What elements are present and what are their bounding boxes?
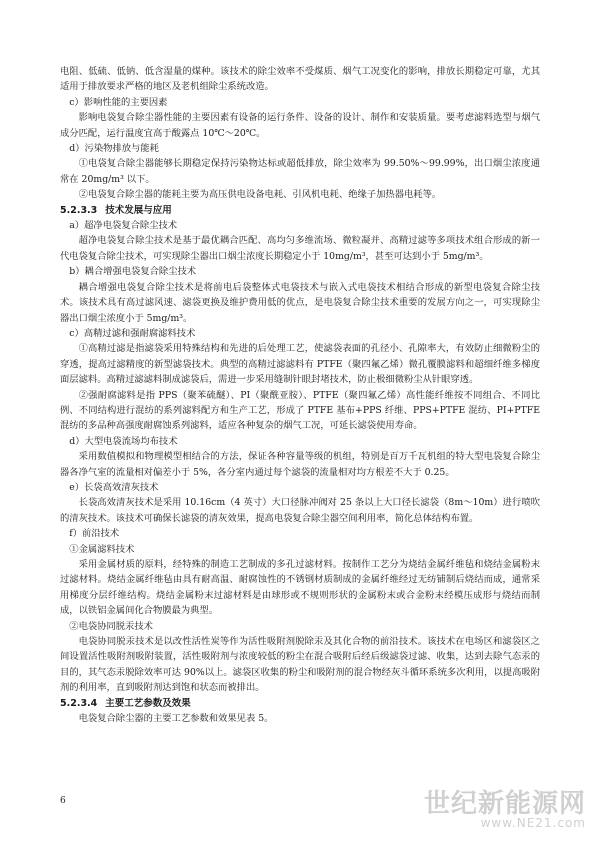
paragraph: ②强耐腐滤料是指 PPS（聚苯硫醚）、PI（聚酰亚胺）、PTFE（聚四氟乙烯）高性能纤维按不同组合、不同比例、不同结构进行混纺的系列滤料配方和生产工艺，形成了 PTFE 基布+PPS 纤维、PPS+PTFE 混纺、PI+PTFE 混纺的多品种高强度耐腐蚀系列滤料，适应各种复杂的烟气工况，可延长滤袋使用寿命。 — [60, 389, 540, 432]
watermark — [424, 783, 586, 830]
subheading: c）高精过滤和强耐腐滤料技术 — [69, 327, 196, 339]
paragraph: 长袋高效清灰技术是采用 10.16cm（4 英寸）大口径脉冲阀对 25 条以上大口径长滤袋（8m～10m）进行喷吹的清灰技术。该技术可确保长滤袋的清灰效果，提高电袋复合除尘器空间利用率，简化总体结构布置。 — [60, 497, 540, 524]
paragraph: 电袋复合除尘器的主要工艺参数和效果见表 5。 — [78, 713, 274, 725]
document-body — [60, 64, 540, 726]
paragraph: 超净电袋复合除尘技术是基于最优耦合匹配、高均匀多维流场、微粒凝并、高精过滤等多项技术组合形成的新一代电袋复合除尘技术，可实现除尘器出口烟尘浓度长期稳定小于 10mg/m³，甚至可达到小于 5mg/m³。 — [60, 235, 540, 262]
paragraph: 电阻、低硫、低钠、低含湿量的煤种。该技术的除尘效率不受煤质、烟气工况变化的影响，排放长期稳定可靠，尤其适用于排放要求严格的地区及老机组除尘系统改造。 — [60, 66, 540, 93]
section-heading — [60, 696, 540, 711]
section-number: 5.2.3.3 — [60, 204, 98, 216]
paragraph: 采用数值模拟和物理模型相结合的方法，保证各种容量等级的机组，特别是百万千瓦机组的特大型电袋复合除尘器各净气室的流量相对偏差小于 5%，各分室内通过每个滤袋的流量相对均方根差不大于 0.25。 — [60, 451, 540, 478]
paragraph: 电袋协同脱汞技术是以改性活性炭等作为活性吸附剂脱除汞及其化合物的前沿技术。该技术在电场区和滤袋区之间设置活性吸附剂吸附装置，活性吸附剂与浓度较低的粉尘在混合吸附后经后级滤袋过滤、收集，达到去除气态汞的目的，其气态汞脱除效率可达 90%以上。滤袋区收集的粉尘和吸附剂的混合物经灰斗循环系统多次利用，以提高吸附剂的利用率，直到吸附剂达到饱和状态而被排出。 — [60, 636, 540, 694]
section-title: 技术发展与应用 — [105, 204, 172, 216]
section-title: 主要工艺参数及效果 — [105, 697, 191, 709]
subheading: ②电袋协同脱汞技术 — [69, 620, 153, 632]
subheading: a）超净电袋复合除尘技术 — [69, 220, 178, 232]
paragraph: ①电袋复合除尘器能够长期稳定保持污染物达标或超低排放，除尘效率为 99.50%～99.99%，出口烟尘浓度通常在 20mg/m³ 以下。 — [60, 158, 540, 185]
paragraph: ②电袋复合除尘器的能耗主要为高压供电设备电耗、引风机电耗、绝缘子加热器电耗等。 — [78, 189, 442, 201]
subheading: d）大型电袋流场均布技术 — [69, 435, 178, 447]
subheading: b）耦合增强电袋复合除尘技术 — [69, 266, 197, 278]
subheading: ①金属滤料技术 — [69, 543, 135, 555]
subheading: f）前沿技术 — [69, 528, 120, 540]
paragraph: 耦合增强电袋复合除尘技术是将前电后袋整体式电袋技术与嵌入式电袋技术相结合形成的新型电袋复合除尘技术。该技术具有高过滤风速、滤袋更换及维护费用低的优点，是电袋复合除尘技术重要的发展方向之一，可实现除尘器出口烟尘浓度小于 5mg/m³。 — [60, 281, 540, 324]
paragraph: ①高精过滤是指滤袋采用特殊结构和先进的后处理工艺，使滤袋表面的孔径小、孔隙率大，有效防止细微粉尘的穿透，提高过滤精度的新型滤袋技术。典型的高精过滤滤料有 PTFE（聚四氟乙烯）微孔覆膜滤料和超细纤维多梯度面层滤料。高精过滤滤料制成滤袋后，需进一步采用缝制针眼封堵技术，防止极细微粉尘从针眼穿透。 — [60, 343, 540, 386]
paragraph: 采用金属材质的原料，经特殊的制造工艺制成的多孔过滤材料。按制作工艺分为烧结金属纤维毡和烧结金属粉末过滤材料。烧结金属纤维毡由具有耐高温、耐腐蚀性的不锈钢材质制成的金属纤维经过无纺铺制后烧结而成，通常采用梯度分层纤维结构。烧结金属粉末过滤材料是由球形或不规则形状的金属粉末或合金粉末经模压成形与烧结而制成，以铁铝金属间化合物膜最为典型。 — [60, 559, 540, 617]
paragraph: 影响电袋复合除尘器性能的主要因素有设备的运行条件、设备的设计、制作和安装质量。要考虑滤料选型与烟气成分匹配，运行温度宜高于酸露点 10℃～20℃。 — [60, 112, 540, 139]
subheading: c）影响性能的主要因素 — [69, 96, 168, 108]
section-number: 5.2.3.4 — [60, 697, 98, 709]
page-number: 6 — [60, 796, 66, 806]
watermark-title: 世纪新能源网 — [423, 789, 586, 819]
section-heading — [60, 203, 540, 218]
watermark-url: www.NE21.com — [480, 816, 586, 830]
subheading: d）污染物排放与能耗 — [69, 143, 159, 155]
subheading: e）长袋高效清灰技术 — [69, 481, 159, 493]
